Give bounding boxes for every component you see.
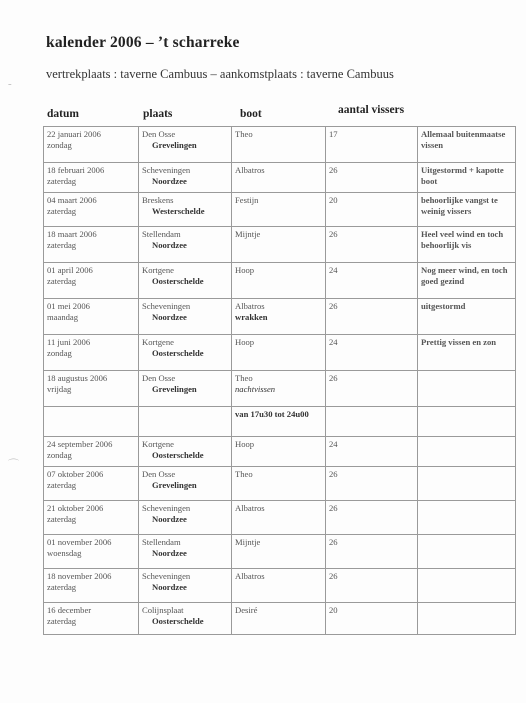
place-text: Breskens	[142, 195, 174, 205]
count-text: 26	[329, 537, 338, 547]
cell-plaats	[139, 299, 232, 335]
cell-aantal	[326, 299, 418, 335]
table-row	[44, 437, 516, 467]
remark-text: Nog meer wind, en toch goed gezind	[421, 265, 508, 286]
date-text: 01 november 2006	[47, 537, 112, 547]
cell-aantal	[326, 193, 418, 227]
cell-opmerking	[418, 227, 516, 263]
page-subtitle: vertrekplaats : taverne Cambuus – aankomstplaats : taverne Cambuus	[46, 67, 394, 81]
remark-text: Uitgestormd + kapotte boot	[421, 165, 504, 186]
cell-boot	[232, 371, 326, 407]
cell-boot	[232, 407, 326, 437]
table-row	[44, 193, 516, 227]
region-text: Oosterschelde	[152, 275, 204, 286]
date-text: 21 oktober 2006	[47, 503, 104, 513]
cell-datum	[44, 335, 139, 371]
cell-opmerking	[418, 371, 516, 407]
region-text: Noordzee	[152, 513, 187, 524]
cell-datum	[44, 603, 139, 635]
cell-opmerking	[418, 501, 516, 535]
boat-note: nachtvissen	[235, 383, 276, 394]
day-text: zaterdag	[47, 205, 77, 216]
cell-aantal	[326, 535, 418, 569]
boat-text: Festijn	[235, 195, 259, 205]
table-row	[44, 371, 516, 407]
cell-datum	[44, 371, 139, 407]
count-text: 26	[329, 229, 338, 239]
cell-plaats	[139, 467, 232, 501]
place-text: Den Osse	[142, 469, 176, 479]
header-aantal-vissers: aantal vissers	[338, 104, 405, 116]
cell-datum	[44, 227, 139, 263]
day-text: zaterdag	[47, 581, 77, 592]
cell-boot	[232, 437, 326, 467]
header-datum: datum	[47, 108, 79, 120]
count-text: 24	[329, 439, 338, 449]
region-text: Noordzee	[152, 547, 187, 558]
cell-plaats	[139, 163, 232, 193]
margin-mark: -	[8, 78, 12, 90]
day-text: vrijdag	[47, 383, 72, 394]
cell-plaats	[139, 501, 232, 535]
margin-mark: ⌒	[8, 459, 19, 471]
cell-aantal	[326, 371, 418, 407]
table-row	[44, 299, 516, 335]
place-text: Den Osse	[142, 373, 176, 383]
cell-boot	[232, 603, 326, 635]
calendar-body	[44, 127, 516, 635]
cell-boot	[232, 127, 326, 163]
cell-aantal	[326, 437, 418, 467]
place-text: Kortgene	[142, 337, 174, 347]
cell-aantal	[326, 501, 418, 535]
day-text: zaterdag	[47, 275, 77, 286]
place-text: Stellendam	[142, 229, 181, 239]
cell-boot	[232, 335, 326, 371]
cell-aantal	[326, 263, 418, 299]
boat-text: Hoop	[235, 337, 255, 347]
day-text: zaterdag	[47, 513, 77, 524]
date-text: 07 oktober 2006	[47, 469, 104, 479]
cell-datum	[44, 127, 139, 163]
boat-text: Albatros	[235, 301, 265, 311]
count-text: 20	[329, 605, 338, 615]
cell-datum	[44, 535, 139, 569]
date-text: 18 maart 2006	[47, 229, 97, 239]
cell-opmerking	[418, 299, 516, 335]
cell-boot	[232, 227, 326, 263]
count-text: 26	[329, 469, 338, 479]
boat-note: wrakken	[235, 311, 268, 322]
cell-aantal	[326, 569, 418, 603]
place-text: Kortgene	[142, 265, 174, 275]
cell-opmerking	[418, 437, 516, 467]
boat-note: van 17u30 tot 24u00	[235, 409, 309, 419]
cell-opmerking	[418, 467, 516, 501]
boat-text: Theo	[235, 129, 253, 139]
cell-plaats	[139, 193, 232, 227]
place-text: Scheveningen	[142, 571, 191, 581]
date-text: 16 december	[47, 605, 92, 615]
remark-text: behoorlijke vangst te weinig vissers	[421, 195, 498, 216]
count-text: 26	[329, 373, 338, 383]
cell-boot	[232, 299, 326, 335]
boat-text: Hoop	[235, 265, 255, 275]
cell-datum	[44, 193, 139, 227]
cell-datum	[44, 467, 139, 501]
day-text: zondag	[47, 139, 72, 150]
region-text: Noordzee	[152, 311, 187, 322]
cell-plaats	[139, 371, 232, 407]
boat-text: Albatros	[235, 165, 265, 175]
count-text: 24	[329, 337, 338, 347]
calendar-table	[43, 126, 516, 635]
cell-boot	[232, 467, 326, 501]
day-text: maandag	[47, 311, 79, 322]
count-text: 24	[329, 265, 338, 275]
place-text: Scheveningen	[142, 165, 191, 175]
cell-plaats	[139, 437, 232, 467]
region-text: Oosterschelde	[152, 347, 204, 358]
cell-datum	[44, 501, 139, 535]
table-row	[44, 467, 516, 501]
count-text: 26	[329, 503, 338, 513]
cell-boot	[232, 569, 326, 603]
date-text: 11 juni 2006	[47, 337, 91, 347]
cell-plaats	[139, 127, 232, 163]
count-text: 20	[329, 195, 338, 205]
table-row	[44, 569, 516, 603]
remark-text: Prettig vissen en zon	[421, 337, 497, 347]
remark-text: Allemaal buitenmaatse vissen	[421, 129, 506, 150]
region-text: Noordzee	[152, 239, 187, 250]
table-row	[44, 535, 516, 569]
date-text: 18 augustus 2006	[47, 373, 108, 383]
cell-aantal	[326, 467, 418, 501]
date-text: 01 april 2006	[47, 265, 93, 275]
region-text: Oosterschelde	[152, 615, 204, 626]
cell-aantal	[326, 127, 418, 163]
count-text: 26	[329, 165, 338, 175]
day-text: woensdag	[47, 547, 82, 558]
cell-boot	[232, 263, 326, 299]
cell-opmerking	[418, 569, 516, 603]
date-text: 01 mei 2006	[47, 301, 90, 311]
table-row	[44, 127, 516, 163]
cell-opmerking	[418, 263, 516, 299]
boat-text: Theo	[235, 373, 253, 383]
page-title: kalender 2006 – ’t scharreke	[46, 34, 240, 51]
table-row	[44, 501, 516, 535]
header-plaats: plaats	[143, 108, 173, 120]
boat-text: Hoop	[235, 439, 255, 449]
count-text: 26	[329, 301, 338, 311]
place-text: Kortgene	[142, 439, 174, 449]
header-boot: boot	[240, 108, 262, 120]
cell-opmerking	[418, 535, 516, 569]
cell-boot	[232, 163, 326, 193]
table-row	[44, 407, 516, 437]
cell-aantal	[326, 335, 418, 371]
cell-plaats	[139, 263, 232, 299]
cell-opmerking	[418, 603, 516, 635]
cell-opmerking	[418, 127, 516, 163]
cell-datum	[44, 163, 139, 193]
cell-boot	[232, 501, 326, 535]
day-text: zaterdag	[47, 479, 77, 490]
day-text: zaterdag	[47, 615, 77, 626]
region-text: Grevelingen	[152, 479, 197, 490]
cell-datum	[44, 407, 139, 437]
day-text: zaterdag	[47, 239, 77, 250]
cell-plaats	[139, 569, 232, 603]
region-text: Noordzee	[152, 175, 187, 186]
day-text: zondag	[47, 449, 72, 460]
region-text: Grevelingen	[152, 139, 197, 150]
boat-text: Albatros	[235, 571, 265, 581]
cell-boot	[232, 193, 326, 227]
date-text: 18 november 2006	[47, 571, 112, 581]
cell-datum	[44, 263, 139, 299]
cell-aantal	[326, 407, 418, 437]
cell-plaats	[139, 335, 232, 371]
boat-text: Mijntje	[235, 229, 261, 239]
cell-plaats	[139, 603, 232, 635]
table-row	[44, 227, 516, 263]
boat-text: Mijntje	[235, 537, 261, 547]
place-text: Scheveningen	[142, 301, 191, 311]
count-text: 26	[329, 571, 338, 581]
date-text: 22 januari 2006	[47, 129, 101, 139]
region-text: Oosterschelde	[152, 449, 204, 460]
cell-opmerking	[418, 163, 516, 193]
place-text: Scheveningen	[142, 503, 191, 513]
region-text: Noordzee	[152, 581, 187, 592]
day-text: zaterdag	[47, 175, 77, 186]
table-row	[44, 163, 516, 193]
cell-plaats	[139, 535, 232, 569]
cell-plaats	[139, 227, 232, 263]
place-text: Stellendam	[142, 537, 181, 547]
remark-text: Heel veel wind en toch behoorlijk vis	[421, 229, 504, 250]
table-row	[44, 603, 516, 635]
cell-aantal	[326, 603, 418, 635]
cell-boot	[232, 535, 326, 569]
place-text: Den Osse	[142, 129, 176, 139]
cell-aantal	[326, 227, 418, 263]
boat-text: Desiré	[235, 605, 258, 615]
cell-datum	[44, 437, 139, 467]
region-text: Grevelingen	[152, 383, 197, 394]
day-text: zondag	[47, 347, 72, 358]
cell-aantal	[326, 163, 418, 193]
date-text: 04 maart 2006	[47, 195, 97, 205]
boat-text: Albatros	[235, 503, 265, 513]
cell-opmerking	[418, 193, 516, 227]
cell-datum	[44, 569, 139, 603]
place-text: Colijnsplaat	[142, 605, 184, 615]
count-text: 17	[329, 129, 338, 139]
remark-text: uitgestormd	[421, 301, 466, 311]
boat-text: Theo	[235, 469, 253, 479]
cell-plaats	[139, 407, 232, 437]
cell-opmerking	[418, 407, 516, 437]
cell-opmerking	[418, 335, 516, 371]
table-row	[44, 335, 516, 371]
date-text: 24 september 2006	[47, 439, 113, 449]
cell-datum	[44, 299, 139, 335]
region-text: Westerschelde	[152, 205, 205, 216]
table-row	[44, 263, 516, 299]
date-text: 18 februari 2006	[47, 165, 105, 175]
